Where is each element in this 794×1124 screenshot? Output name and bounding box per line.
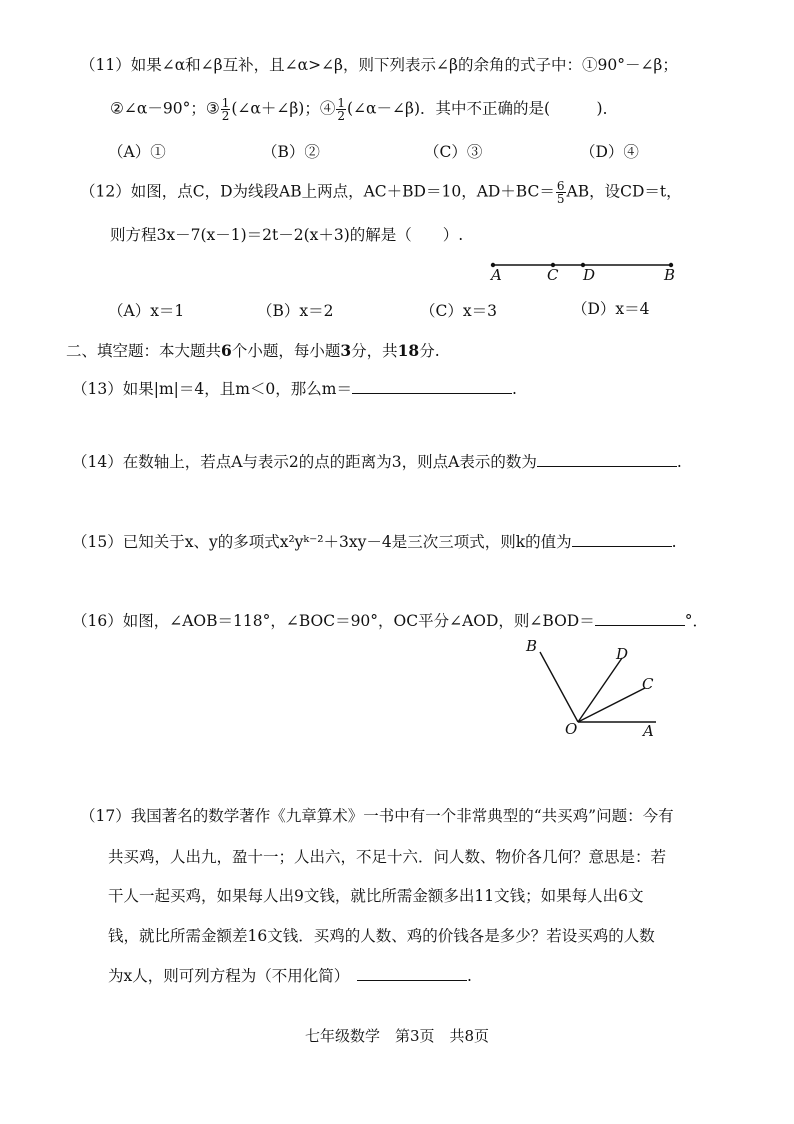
q17-line3: 干人一起买鸡，如果每人出9文钱，就比所需金额多出11文钱；如果每人出6文 — [108, 887, 644, 905]
q14-end: . — [676, 453, 682, 471]
q14 — [72, 450, 682, 473]
q16-end: °． — [684, 612, 708, 630]
q11-line1: （11）如果∠α和∠β互补，且∠α>∠β，则下列表示∠β的余角的式子中：①90°－∠β； — [80, 56, 678, 74]
section2-end: 分. — [419, 342, 440, 360]
q15-end: . — [671, 533, 677, 551]
q15-text: （15）已知关于x、y的多项式x²yᵏ⁻²＋3xy－4是三次三项式，则k的值为 — [72, 533, 572, 551]
q11-fraction-1 — [221, 97, 231, 122]
section2-mid2: 分，共 — [351, 342, 398, 360]
q12-fraction-num: 6 — [556, 179, 565, 193]
q12-fraction — [556, 180, 566, 205]
q11-fraction-2 — [336, 97, 346, 122]
q17-line2: 共买鸡，人出九，盈十一；人出六，不足十六．问人数、物价各几何？意思是：若 — [108, 848, 667, 866]
q17-line5 — [108, 964, 472, 987]
q12-fraction-den: 5 — [556, 192, 565, 206]
q14-answer-blank[interactable] — [537, 450, 677, 467]
q12-line1-part1: （12）如图，点C，D为线段AB上两点，AC＋BD＝10，AD＋BC＝ — [80, 182, 555, 201]
q12-label-b: B — [664, 266, 676, 284]
q17-line5-text: 为x人，则可列方程为（不用化简） — [108, 967, 342, 985]
q16-text: （16）如图，∠AOB＝118°，∠BOC＝90°，OC平分∠AOD，则∠BOD＝ — [72, 612, 595, 630]
section2-score: 3 — [340, 341, 352, 360]
q12-line1 — [80, 180, 682, 205]
section2-mid1: 个小题，每小题 — [231, 342, 341, 360]
q12-line2: 则方程3x－7(x－1)＝2t－2(x＋3)的解是（ ）. — [110, 226, 464, 244]
q12-option-c: （C）x＝3 — [420, 302, 497, 320]
q11-line2 — [110, 97, 618, 122]
q12-line1-part2: AB，设CD＝t， — [566, 182, 682, 201]
q17-end: . — [467, 967, 472, 985]
q13 — [72, 377, 517, 400]
q16-label-c: C — [642, 675, 654, 693]
q11-fraction-2-den: 2 — [337, 109, 345, 123]
section2-prefix: 二、填空题：本大题共 — [66, 342, 222, 360]
q11-option-a: （A）① — [108, 143, 166, 161]
q17-line4: 钱，就比所需金额差16文钱．买鸡的人数、鸡的价钱各是多少？若设买鸡的人数 — [108, 927, 655, 945]
q11-line2-part3: (∠α－∠β)．其中不正确的是( )． — [347, 99, 619, 118]
q12-label-a: A — [491, 266, 502, 284]
q12-label-c: C — [547, 266, 559, 284]
q14-text: （14）在数轴上，若点A与表示2的点的距离为3，则点A表示的数为 — [72, 453, 537, 471]
ray-od — [578, 658, 622, 722]
q11-fraction-1-den: 2 — [221, 109, 230, 123]
q15 — [72, 530, 677, 553]
section2-total: 18 — [397, 341, 420, 360]
q16-label-o: O — [565, 720, 578, 738]
ray-ob — [540, 652, 578, 722]
section2-heading — [66, 340, 440, 362]
page-footer: 七年级数学 第3页 共8页 — [304, 1027, 490, 1045]
q12-option-b: （B）x＝2 — [257, 302, 334, 320]
q16 — [72, 609, 708, 632]
q11-line2-part2: (∠α＋∠β)；④ — [231, 99, 336, 118]
q17-line1: （17）我国著名的数学著作《九章算术》一书中有一个非常典型的“共买鸡”问题：今有 — [80, 807, 674, 825]
q13-end: . — [512, 380, 517, 398]
q16-label-b: B — [526, 637, 538, 655]
q11-fraction-2-num: 1 — [337, 96, 345, 110]
q17-answer-blank[interactable] — [357, 964, 467, 981]
q13-answer-blank[interactable] — [352, 377, 512, 394]
q11-fraction-1-num: 1 — [221, 96, 230, 110]
ray-oc — [578, 688, 645, 722]
q12-option-d: （D）x＝4 — [572, 300, 650, 318]
q11-line2-part1: ②∠α－90°；③ — [110, 99, 220, 118]
q16-label-d: D — [616, 645, 629, 663]
q11-option-c: （C）③ — [424, 143, 483, 161]
section2-count: 6 — [221, 341, 232, 360]
q12-label-d: D — [583, 266, 596, 284]
q16-label-a: A — [643, 722, 654, 740]
q11-option-d: （D）④ — [580, 143, 639, 161]
q11-option-b: （B）② — [262, 143, 320, 161]
q15-answer-blank[interactable] — [572, 530, 672, 547]
q13-text: （13）如果|m|＝4，且m＜0，那么m＝ — [72, 380, 352, 398]
q16-answer-blank[interactable] — [595, 609, 685, 626]
q12-option-a: （A）x＝1 — [108, 302, 185, 320]
